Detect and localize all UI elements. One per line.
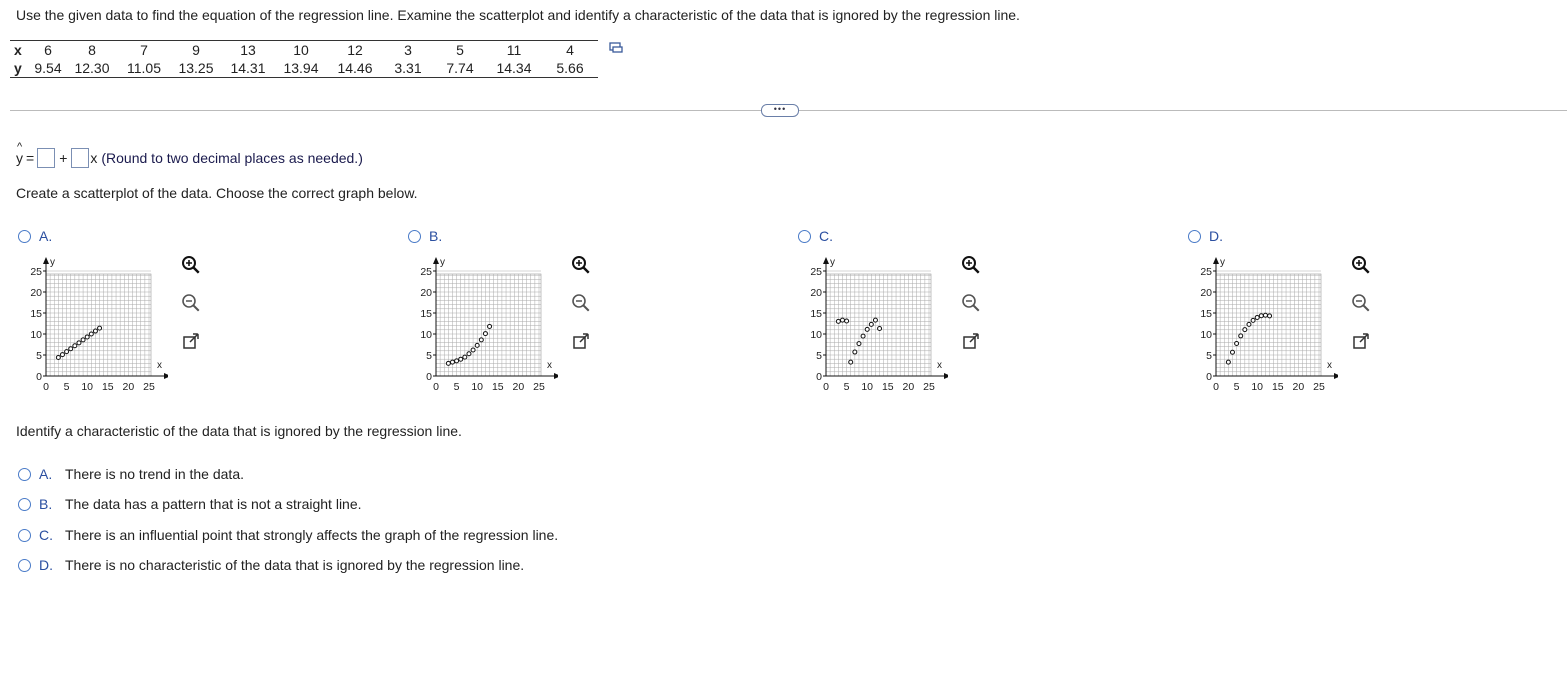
data-point <box>98 326 102 330</box>
graph-b-radio[interactable] <box>408 230 421 243</box>
answer-option-d[interactable] <box>18 557 524 573</box>
y-value: 9.54 <box>30 59 66 78</box>
table-row-y <box>10 59 598 78</box>
data-point <box>1263 313 1267 317</box>
x-value: 9 <box>170 41 222 60</box>
graph-option-d[interactable] <box>1188 228 1223 244</box>
scatterplot-b <box>398 252 558 397</box>
more-button[interactable]: ••• <box>761 104 799 117</box>
answer-option-b[interactable] <box>18 496 362 512</box>
x-tick-label: 15 <box>1271 381 1284 393</box>
data-point <box>455 359 459 363</box>
y-tick-label: 15 <box>30 308 42 320</box>
table-row-x <box>10 41 598 60</box>
scatterplot-a <box>8 252 168 397</box>
answer-option-c[interactable] <box>18 527 558 543</box>
x-header: x <box>10 41 30 60</box>
graph-option-a[interactable] <box>18 228 52 244</box>
x-tick-label: 25 <box>533 381 545 393</box>
zoom-in-icon[interactable] <box>180 254 202 276</box>
data-point <box>1247 322 1251 326</box>
answer-b-letter: B. <box>39 496 53 512</box>
y-value: 7.74 <box>434 59 486 78</box>
graph-option-b[interactable] <box>408 228 442 244</box>
y-tick-label: 20 <box>30 287 42 299</box>
graph-c-letter: C. <box>819 228 833 244</box>
answer-a-radio[interactable] <box>18 468 31 481</box>
x-value: 4 <box>542 41 598 60</box>
answer-c-letter: C. <box>39 527 53 543</box>
y-tick-label: 10 <box>420 329 432 341</box>
data-point <box>65 350 69 354</box>
y-tick-label: 25 <box>420 266 432 278</box>
y-tick-label: 0 <box>1206 371 1212 383</box>
data-point <box>1239 334 1243 338</box>
zoom-in-icon[interactable] <box>960 254 982 276</box>
y-header: y <box>10 59 30 78</box>
y-value: 3.31 <box>382 59 434 78</box>
x-tick-label: 10 <box>1251 381 1264 393</box>
data-point <box>869 322 873 326</box>
x-tick-label: 20 <box>1292 381 1305 393</box>
x-tick-label: 20 <box>122 381 135 393</box>
rounding-note: (Round to two decimal places as needed.) <box>101 150 363 166</box>
data-point <box>1226 360 1230 364</box>
answer-c-text: There is an influential point that strongly affects the graph of the regression line. <box>65 527 559 543</box>
zoom-out-icon[interactable] <box>1350 292 1372 314</box>
zoom-in-icon[interactable] <box>570 254 592 276</box>
y-value: 12.30 <box>66 59 118 78</box>
open-in-new-window-icon[interactable] <box>1350 331 1372 353</box>
scatterplot-d <box>1178 252 1338 397</box>
data-point <box>861 334 865 338</box>
question-text: Use the given data to find the equation of the regression line. Examine the scatterplot and identify a characteristic of the data that is ignored by the regression line. <box>16 7 1020 23</box>
y-axis-label: y <box>50 257 55 268</box>
equals-sign: = <box>26 150 35 166</box>
y-tick-label: 15 <box>810 308 822 320</box>
y-tick-label: 25 <box>30 266 42 278</box>
answer-b-radio[interactable] <box>18 498 31 511</box>
answer-d-text: There is no characteristic of the data that is ignored by the regression line. <box>65 557 525 573</box>
x-variable: x <box>90 150 98 166</box>
answer-d-letter: D. <box>39 557 53 573</box>
x-tick-label: 0 <box>433 381 439 393</box>
copy-icon[interactable] <box>609 42 623 54</box>
graph-option-c[interactable] <box>798 228 833 244</box>
y-tick-label: 15 <box>1200 308 1212 320</box>
y-tick-label: 5 <box>816 350 822 362</box>
zoom-out-icon[interactable] <box>180 292 202 314</box>
data-point <box>1255 315 1259 319</box>
answer-option-a[interactable] <box>18 466 244 482</box>
data-point <box>89 332 93 336</box>
answer-c-radio[interactable] <box>18 529 31 542</box>
data-point <box>73 344 77 348</box>
graph-c-radio[interactable] <box>798 230 811 243</box>
data-point <box>853 350 857 354</box>
y-tick-label: 15 <box>420 308 432 320</box>
x-tick-label: 25 <box>143 381 155 393</box>
x-tick-label: 5 <box>453 381 460 393</box>
x-tick-label: 0 <box>43 381 49 393</box>
data-point <box>56 356 60 360</box>
y-value: 13.25 <box>170 59 222 78</box>
x-tick-label: 5 <box>1233 381 1240 393</box>
x-tick-label: 20 <box>902 381 915 393</box>
y-tick-label: 10 <box>810 329 822 341</box>
data-point <box>1268 314 1272 318</box>
data-point <box>479 338 483 342</box>
y-value: 5.66 <box>542 59 598 78</box>
x-tick-label: 10 <box>471 381 484 393</box>
data-point <box>845 319 849 323</box>
x-tick-label: 25 <box>923 381 935 393</box>
graph-d-letter: D. <box>1209 228 1223 244</box>
plus-sign: + <box>59 150 68 166</box>
graph-b-letter: B. <box>429 228 443 244</box>
data-point <box>483 332 487 336</box>
y-value: 11.05 <box>118 59 170 78</box>
x-value: 11 <box>486 41 542 60</box>
data-point <box>1251 318 1255 322</box>
y-hat-symbol: ^ y <box>16 141 23 166</box>
x-axis-label: x <box>1327 360 1332 371</box>
data-point <box>85 335 89 339</box>
data-point <box>81 338 85 342</box>
x-value: 5 <box>434 41 486 60</box>
x-tick-label: 20 <box>512 381 525 393</box>
y-tick-label: 20 <box>420 287 432 299</box>
y-tick-label: 10 <box>1200 329 1212 341</box>
open-in-new-window-icon[interactable] <box>570 331 592 353</box>
answer-a-letter: A. <box>39 466 53 482</box>
y-axis-label: y <box>830 257 835 268</box>
y-value: 14.46 <box>328 59 382 78</box>
y-tick-label: 0 <box>36 371 42 383</box>
x-tick-label: 15 <box>491 381 504 393</box>
data-point <box>488 324 492 328</box>
zoom-out-icon[interactable] <box>570 292 592 314</box>
answer-b-text: The data has a pattern that is not a straight line. <box>65 496 362 512</box>
x-tick-label: 5 <box>63 381 70 393</box>
open-in-new-window-icon[interactable] <box>180 331 202 353</box>
data-point <box>857 342 861 346</box>
slope-input[interactable] <box>71 148 89 168</box>
data-point <box>849 360 853 364</box>
scatterplot-c <box>788 252 948 397</box>
y-axis-label: y <box>440 257 445 268</box>
y-tick-label: 20 <box>810 287 822 299</box>
x-axis-label: x <box>547 360 552 371</box>
data-point <box>467 352 471 356</box>
data-point <box>77 341 81 345</box>
graph-d-radio[interactable] <box>1188 230 1201 243</box>
data-point <box>60 353 64 357</box>
x-tick-label: 15 <box>101 381 114 393</box>
x-tick-label: 10 <box>861 381 874 393</box>
y-tick-label: 5 <box>426 350 432 362</box>
open-in-new-window-icon[interactable] <box>960 331 982 353</box>
data-point <box>873 318 877 322</box>
x-value: 7 <box>118 41 170 60</box>
x-tick-label: 0 <box>823 381 829 393</box>
data-point <box>1259 314 1263 318</box>
data-point <box>471 348 475 352</box>
x-tick-label: 0 <box>1213 381 1219 393</box>
x-value: 3 <box>382 41 434 60</box>
data-point <box>1230 350 1234 354</box>
y-tick-label: 5 <box>36 350 42 362</box>
graph-a-letter: A. <box>39 228 53 244</box>
x-tick-label: 25 <box>1313 381 1325 393</box>
data-point <box>69 347 73 351</box>
scatter-prompt: Create a scatterplot of the data. Choose the correct graph below. <box>16 185 418 201</box>
data-point <box>840 318 844 322</box>
y-tick-label: 0 <box>816 371 822 383</box>
identify-prompt: Identify a characteristic of the data that is ignored by the regression line. <box>16 423 462 439</box>
answer-d-radio[interactable] <box>18 559 31 572</box>
data-point <box>463 355 467 359</box>
x-value: 6 <box>30 41 66 60</box>
y-tick-label: 25 <box>810 266 822 278</box>
data-point <box>475 343 479 347</box>
data-point <box>1235 341 1239 345</box>
data-point <box>93 329 97 333</box>
data-point <box>1243 328 1247 332</box>
data-point <box>865 327 869 331</box>
y-tick-label: 25 <box>1200 266 1212 278</box>
x-tick-label: 10 <box>81 381 94 393</box>
y-tick-label: 10 <box>30 329 42 341</box>
y-tick-label: 0 <box>426 371 432 383</box>
graph-a-radio[interactable] <box>18 230 31 243</box>
answer-a-text: There is no trend in the data. <box>65 466 244 482</box>
data-point <box>878 327 882 331</box>
x-tick-label: 5 <box>843 381 850 393</box>
zoom-in-icon[interactable] <box>1350 254 1372 276</box>
x-axis-label: x <box>937 360 942 371</box>
x-value: 10 <box>274 41 328 60</box>
data-point <box>450 360 454 364</box>
x-tick-label: 15 <box>881 381 894 393</box>
y-axis-label: y <box>1220 257 1225 268</box>
zoom-out-icon[interactable] <box>960 292 982 314</box>
data-point <box>459 357 463 361</box>
y-value: 13.94 <box>274 59 328 78</box>
data-point <box>446 361 450 365</box>
x-axis-label: x <box>157 360 162 371</box>
x-value: 12 <box>328 41 382 60</box>
x-value: 8 <box>66 41 118 60</box>
y-value: 14.31 <box>222 59 274 78</box>
x-value: 13 <box>222 41 274 60</box>
data-point <box>836 319 840 323</box>
intercept-input[interactable] <box>37 148 55 168</box>
equation-line <box>16 141 363 168</box>
y-value: 14.34 <box>486 59 542 78</box>
data-table <box>10 40 598 78</box>
y-tick-label: 5 <box>1206 350 1212 362</box>
y-tick-label: 20 <box>1200 287 1212 299</box>
